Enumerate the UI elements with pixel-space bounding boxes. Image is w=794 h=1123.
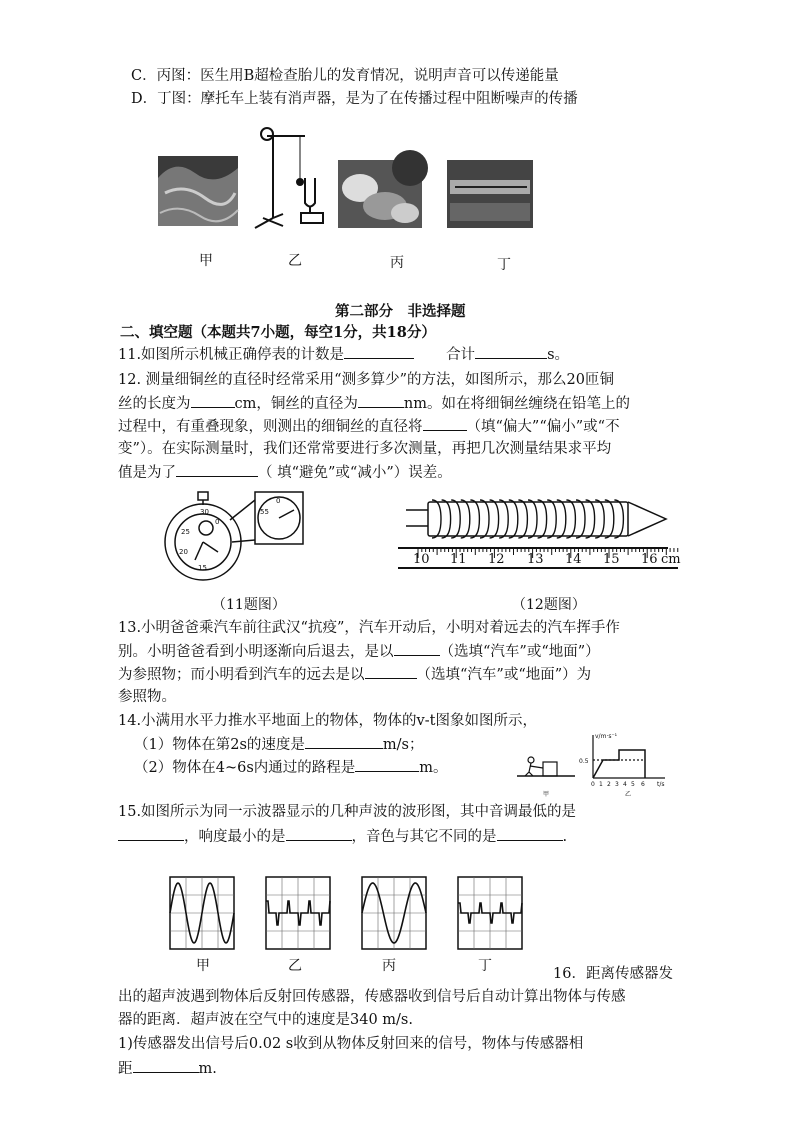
ruler-label-11: 11 [450, 552, 467, 567]
vt-x0: 0 [591, 781, 595, 788]
q12-blank-1[interactable] [191, 393, 235, 408]
ruler-unit: cm [661, 552, 681, 567]
coil-loop [605, 500, 614, 538]
q11-text: 11.如图所示机械正确停表的计数是 [118, 347, 345, 363]
vt-x2: 2 [607, 781, 611, 788]
q15-blank-2[interactable] [286, 826, 352, 841]
q15-blank-1[interactable] [118, 826, 184, 841]
sw-inner-55: 55 [260, 508, 269, 516]
osc-screen [266, 877, 330, 949]
vt-sub-yi: 乙 [625, 791, 632, 798]
option-d: D．丁图：摩托车上装有消声器，是为了在传播过程中阻断噪声的传播 [131, 91, 578, 107]
q14-blank-2[interactable] [355, 757, 419, 772]
q16-line4 [118, 1058, 217, 1079]
q12-l2b: cm，铜丝的直径为 [234, 396, 358, 412]
ruler-label-10: 10 [413, 552, 430, 567]
coil-loop [470, 500, 479, 538]
top-figures [155, 118, 485, 236]
vt-x1: 1 [599, 781, 603, 788]
coil-loop [586, 500, 595, 538]
coil-loop [614, 500, 623, 538]
coil-loop [518, 500, 527, 538]
q11-text-b: 合计 [446, 347, 476, 363]
q16-l4a: 距 [118, 1061, 133, 1077]
coil-loop [509, 500, 518, 538]
q12-line2 [118, 393, 630, 414]
q16-line1: 出的超声波遇到物体后反射回传感器，传感器收到信号后自动计算出物体与传感 [118, 989, 626, 1005]
q11 [118, 344, 569, 365]
q14-l3b: m。 [419, 760, 448, 776]
label-bing: 丙 [390, 255, 404, 271]
q12-line4: 变”）。在实际测量时，我们还常常要进行多次测量，再把几次测量结果求平均 [118, 441, 612, 457]
vt-x3: 3 [615, 781, 619, 788]
sw-num-20: 20 [179, 548, 188, 556]
sw-inner-0: 0 [276, 497, 281, 505]
q15-line1: 15.如图所示为同一示波器显示的几种声波的波形图，其中音调最低的是 [118, 804, 577, 820]
coil-loop [451, 500, 460, 538]
osc-label-yi: 乙 [288, 958, 302, 974]
q15-blank-3[interactable] [497, 826, 563, 841]
q12-l3b: （填“偏大”“偏小”或“不 [466, 419, 620, 435]
q15-l2b: ，音色与其它不同的是 [351, 829, 497, 845]
ruler-label-13: 13 [527, 552, 544, 567]
sw-num-30: 30 [200, 508, 209, 516]
coil-loop [595, 500, 604, 538]
coil-loop [566, 500, 575, 538]
sw-num-15: 15 [198, 564, 207, 572]
q15-line2 [118, 826, 567, 847]
q14-blank-1[interactable] [305, 734, 383, 749]
q13-l3b: （选填“汽车”或“地面”）为 [416, 667, 592, 683]
q15-l2a: ，响度最小的是 [184, 829, 286, 845]
ruler-label-15: 15 [603, 552, 620, 567]
osc-label-ding: 丁 [478, 958, 492, 974]
photo-jia [158, 156, 238, 226]
caption-11: （11题图） [212, 597, 286, 613]
q12-line3 [118, 416, 620, 437]
q11-unit: s。 [547, 347, 570, 363]
osc-label-jia: 甲 [196, 958, 210, 974]
q12-l5b: （ 填“避免”或“减小”）误差。 [258, 465, 452, 481]
coil-loop [528, 500, 537, 538]
q14-line2 [134, 734, 423, 755]
q12-blank-2[interactable] [358, 393, 404, 408]
option-c: C．丙图：医生用B超检查胎儿的发育情况，说明声音可以传递能量 [131, 68, 559, 84]
coil-loop [499, 500, 508, 538]
ruler-label-16: 16 [641, 552, 658, 567]
q12-line1: 12. 测量细铜丝的直径时经常采用“测多算少”的方法，如图所示，那么20匝铜 [118, 372, 614, 388]
vt-ylabel: v/m·s⁻¹ [595, 733, 618, 740]
q12-blank-4[interactable] [176, 462, 258, 477]
oscilloscope-figure [170, 875, 530, 955]
q14-line1: 14.小满用水平力推水平地面上的物体，物体的v-t图象如图所示， [118, 713, 537, 729]
part2-title: 第二部分 非选择题 [335, 303, 466, 320]
q13-line1: 13.小明爸爸乘汽车前往武汉“抗疫”，汽车开动后，小明对着远去的汽车挥手作 [118, 620, 620, 636]
coil-loop [538, 500, 547, 538]
q15-l2c: . [562, 829, 568, 845]
q12-blank-3[interactable] [423, 416, 467, 431]
q13-blank-2[interactable] [365, 664, 417, 679]
diagram-yi [255, 128, 323, 228]
coil-loop [576, 500, 585, 538]
q13-blank-1[interactable] [394, 641, 440, 656]
section-title: 二、填空题（本题共7小题，每空1分，共18分） [120, 324, 436, 341]
caption-12: （12题图） [512, 597, 586, 613]
vt-yval: 0.5 [579, 758, 589, 765]
q16-line2: 器的距离．超声波在空气中的速度是340 m/s. [118, 1012, 413, 1028]
photo-bing [338, 150, 428, 228]
sw-num-0: 0 [215, 518, 220, 526]
q13-line3 [118, 664, 591, 685]
coil-loop [547, 500, 556, 538]
photo-ding [447, 160, 533, 228]
vt-xunit: t/s [657, 781, 665, 788]
q12-l2a: 丝的长度为 [118, 396, 191, 412]
q12-l2c: nm。如在将细铜丝缠绕在铅笔上的 [403, 396, 630, 412]
label-yi: 乙 [288, 253, 302, 269]
q16-blank-1[interactable] [133, 1058, 199, 1073]
q13-line2 [118, 641, 600, 662]
osc-screen [362, 877, 426, 949]
coil-loop [442, 500, 451, 538]
q12-l3a: 过程中，有重叠现象，则测出的细铜丝的直径将 [118, 419, 423, 435]
label-ding: 丁 [497, 257, 511, 273]
q16-line0: 16．距离传感器发 [553, 966, 673, 982]
vt-x6: 6 [641, 781, 645, 788]
q14-l2b: m/s； [382, 737, 424, 753]
q13-l2a: 别。小明爸爸看到小明逐渐向后退去，是以 [118, 644, 394, 660]
q14-l3a: （2）物体在4~6s内通过的路程是 [134, 760, 356, 776]
osc-screen [170, 877, 234, 949]
q12-line5 [118, 462, 452, 483]
q13-l3a: 为参照物；而小明看到汽车的远去是以 [118, 667, 365, 683]
q12-l5a: 值是为了 [118, 465, 176, 481]
vt-x4: 4 [623, 781, 627, 788]
stopwatch-figure [160, 490, 310, 590]
q13-line4: 参照物。 [118, 689, 176, 705]
q16-line3: 1)传感器发出信号后0.02 s收到从物体反射回来的信号，物体与传感器相 [118, 1036, 584, 1052]
q14-l2a: （1）物体在第2s的速度是 [134, 737, 305, 753]
ruler-coil-figure [398, 490, 698, 575]
osc-screen [458, 877, 522, 949]
osc-label-bing: 丙 [382, 958, 396, 974]
q16-l4b: m. [198, 1061, 217, 1077]
coil-loop [490, 500, 499, 538]
coil-loop [557, 500, 566, 538]
ruler-label-12: 12 [488, 552, 505, 567]
q13-l2b: （选填“汽车”或“地面”） [439, 644, 600, 660]
q14-line3 [134, 757, 448, 778]
coil-loop [480, 500, 489, 538]
q11-blank-2[interactable] [475, 344, 547, 359]
coil-loop [461, 500, 470, 538]
vt-x5: 5 [631, 781, 635, 788]
q11-blank-1[interactable] [344, 344, 414, 359]
coil-loop [432, 500, 441, 538]
ruler-label-14: 14 [565, 552, 582, 567]
sw-num-25: 25 [181, 528, 190, 536]
label-jia: 甲 [199, 253, 213, 269]
vt-figure [515, 730, 675, 800]
vt-sub-jia: 甲 [543, 791, 550, 798]
